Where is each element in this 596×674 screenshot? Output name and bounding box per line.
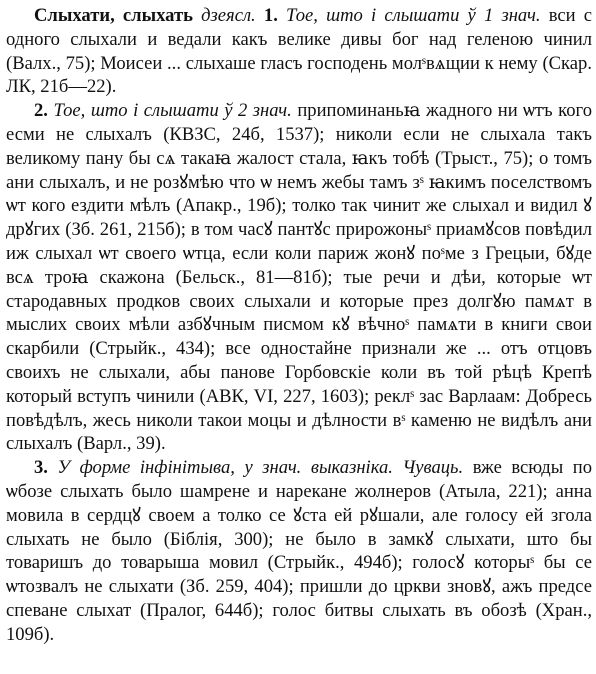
sense-2-paragraph — [6, 99, 592, 456]
sense-1-body: вси с одного слыхали и ведали какъ велике дивы бог над геленою чинил (Валх., 75); Моисеи ... слыхаше гласъ господень молˢвѧщии к нему (Скар. ЛК, 21б—22). — [6, 5, 593, 98]
sense-3-number: 3. — [34, 457, 48, 479]
sense-3-definition: У форме інфінітыва, у знач. выказніка. Чуваць. — [57, 457, 464, 479]
sense-1-definition: Тое, што і слышати ў 1 знач. — [286, 5, 541, 26]
sense-3-paragraph — [6, 456, 592, 646]
sense-2-definition: Тое, што і слышати ў 2 знач. — [53, 100, 292, 122]
sense-2-body: припоминаньꙗ жадного ни ѡтъ кого есми не слыхалъ (КВЗС, 24б, 1537); николи если не слыхала такъ великому пану бы сѧ такаꙗ жалост стала, ꙗкъ тобѣ (Трыст., 75); о томъ ани слыхалъ, и не розꙋмѣю что ѡ немъ жебы тамъ зˢ ꙗкимъ поселствомъ ѡт кого ездити мѣлъ (Апакр., 19б); толко так чинит же слыхал и видил ꙋ дрꙋгих (Зб. 261, 215б); в том часꙋ пантꙋс прирожоныˢ приамꙋсов повѣдил иж слыхал ѡт своего ѡтца, если коли париж жонꙋ поˢме з Грецыи, бꙋде всѧ троꙗ скажона (Бельск., 81—81б); тые речи и дѣи, которые ѡт стародавных продков своих слыхали и которые през долгꙋю памѧт в мыслих своих мѣли азбꙋчным писмом кꙋ вѣчноˢ памѧти в книги свои скарбили (Стрыйк., 434); все одностайне признали же ... отъ отцовъ своихъ не слыхали, абы панове Горбовскіе коли въ той рѣцѣ Крепѣ который вступъ чинили (АВК, VI, 227, 1603); реклˢ зас Варлаам: Добресь повѣдѣлъ, жесь николи такои моцы и дѣлности вˢ каменю не видѣлъ ани слыхалъ (Варл., 39). — [6, 100, 592, 455]
sense-1-paragraph — [6, 4, 592, 99]
dictionary-entry — [6, 4, 592, 647]
part-of-speech: дзеясл. — [201, 5, 256, 26]
sense-3-body: вже всюды по ѡбозе слыхать было шамрене и нарекане жолнеров (Атыла, 221); анна мовила в сердцꙋ своем а толко се ꙋста ей рꙋшали, але голосу ей згола слыхать не было (Біблія, 300); не было в замкꙋ слыхати, што бы товаришъ до товарыша мовил (Стрыйк., 494б); голосꙋ которыˢ бы се ѡтозвалъ не слыхати (Зб. 259, 404); пришли до цркви зновꙋ, ажъ предсе спеване слыхат (Пралог, 644б); голос битвы слыхать въ обозѣ (Хран., 109б). — [6, 457, 593, 645]
sense-2-number: 2. — [34, 100, 48, 122]
headword: Слыхати, слыхать — [34, 5, 193, 26]
sense-1-number: 1. — [263, 5, 278, 26]
